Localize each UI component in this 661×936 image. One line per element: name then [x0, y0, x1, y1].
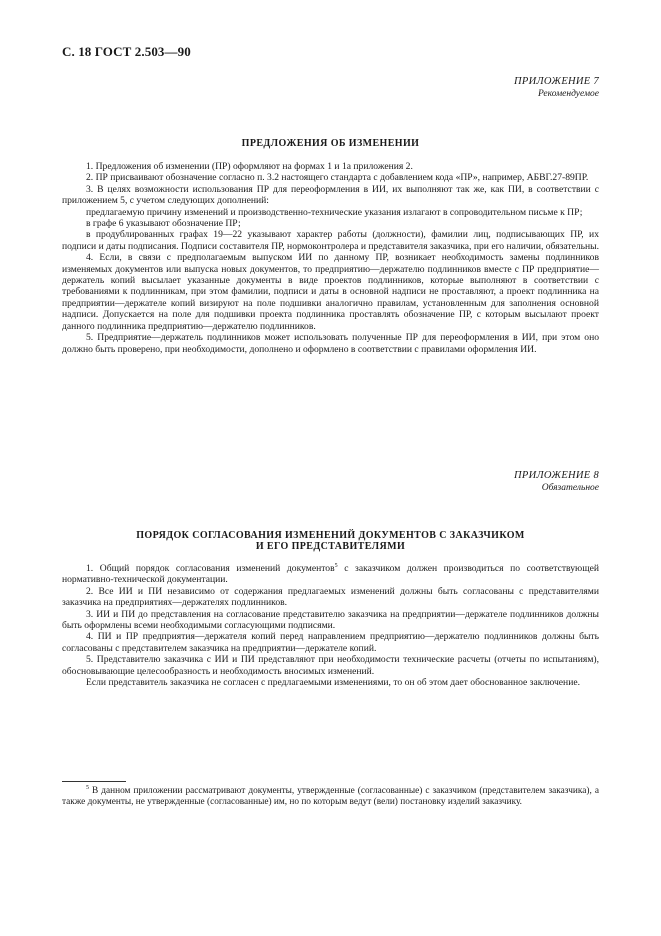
paragraph: 1. Предложения об изменении (ПР) оформляют на формах 1 и 1а приложения 2.	[86, 161, 413, 172]
appendix-8-title-line-2: И ЕГО ПРЕДСТАВИТЕЛЯМИ	[255, 541, 406, 552]
appendix-7-title: ПРЕДЛОЖЕНИЯ ОБ ИЗМЕНЕНИИ	[241, 138, 420, 149]
appendix-7-status: Рекомендуемое	[537, 89, 599, 99]
paragraph: предлагаемую причину изменений и производственно-технические указания излагают в сопроводительном письме к ПР;	[86, 206, 583, 218]
paragraph-rest: с заказчиком должен производиться по соответствующей нормативно-технической документации.	[62, 563, 599, 586]
paragraph-start: 1. Общий порядок согласования изменений документов	[86, 563, 335, 574]
appendix-7-label	[514, 76, 599, 100]
footnote-body: В данном приложении рассматривают документы, утвержденные (согласованные) с заказчиком (представителем заказчика), а также документы, не утвержденные (согласованные) им, но по которым ведут (вели) постановку изделий заказчику.	[62, 786, 599, 808]
paragraph: 4. Если, в связи с предполагаемым выпуском ИИ по данному ПР, возникает необходимость замены подлинников изменяемых документов или выпуска новых документов, то предприятию—держателю подлинников вместе с ПР предприятие—держатель копий высылает указанные документы в виде проектов подлинников, которые выполняют в соответствии с требованиями к подлинникам, при этом фамилии, подписи и даты в основной надписи не проставляют, а проект подлинника на предприятии—держателе копий визируют на поле подшивки аналогично правилам, установленным для заполнения основной надписи. Допускается на поле для подшивки проекта подлинника проставлять обозначение ПР, с которым высылают проект данного подлинника предприятию—держателю подлинников.	[62, 252, 599, 332]
appendix-8-body	[62, 563, 599, 688]
paragraph	[62, 563, 599, 586]
appendix-8-title-line-1: ПОРЯДОК СОГЛАСОВАНИЯ ИЗМЕНЕНИЙ ДОКУМЕНТОВ С ЗАКАЗЧИКОМ	[136, 530, 525, 541]
paragraph: в продублированных графах 19—22 указывают характер работы (должности), фамилии лиц, подписывающих ПР, их подписи и даты подписания. Подписи составителя ПР, нормоконтролера и представителя заказчика, при его наличии, обязательны.	[62, 229, 599, 252]
appendix-7-number: ПРИЛОЖЕНИЕ 7	[514, 76, 599, 87]
paragraph: 4. ПИ и ПР предприятия—держателя копий перед направлением предприятию—держателю подлинников должны быть согласованы с представителем заказчика на предприятии—держателе копий.	[62, 631, 599, 654]
footnote-ref: 5	[334, 562, 338, 569]
footnote-text	[62, 786, 599, 808]
appendix-8-title	[62, 530, 599, 552]
paragraph: Если представитель заказчика не согласен с предлагаемыми изменениями, то он об этом дает обоснованное заключение.	[86, 677, 580, 689]
paragraph: 3. В целях возможности использования ПР для переоформления в ИИ, их выполняют так же, как ПИ, в соответствии с приложением 5, с учетом следующих дополнений:	[62, 183, 599, 207]
page-header: С. 18 ГОСТ 2.503—90	[62, 44, 191, 59]
footnote	[62, 786, 599, 808]
paragraph: 3. ИИ и ПИ до представления на согласование представителю заказчика на предприятии—держателе подлинников должны быть оформлены всеми необходимыми согласующими подписями.	[62, 608, 599, 632]
paragraph: 2. Все ИИ и ПИ независимо от содержания предлагаемых изменений должны быть согласованы с представителями заказчика на предприятиях—держателях подлинников.	[62, 585, 599, 609]
footnote-marker: 5	[86, 784, 89, 791]
appendix-8-label	[514, 470, 599, 494]
footnote-divider	[62, 781, 126, 782]
paragraph: 5. Представителю заказчика с ИИ и ПИ представляют при необходимости технические расчеты (отчеты по испытаниям), обосновывающие целесообразность и необходимость вносимых изменений.	[62, 654, 599, 677]
appendix-8-number: ПРИЛОЖЕНИЕ 8	[514, 470, 599, 481]
paragraph: 5. Предприятие—держатель подлинников может использовать полученные ПР для переоформления в ИИ, при этом оно должно быть проверено, при необходимости, дополнено и оформлено в соответствии с правилами оформления ИИ.	[62, 332, 599, 355]
appendix-8-status: Обязательное	[541, 483, 599, 493]
paragraph: 2. ПР присваивают обозначение согласно п. 3.2 настоящего стандарта с добавлением кода «ПР», например, АБВГ.27-89ПР.	[86, 172, 589, 184]
paragraph: в графе 6 указывают обозначение ПР;	[86, 218, 241, 230]
appendix-7-body	[62, 161, 599, 355]
